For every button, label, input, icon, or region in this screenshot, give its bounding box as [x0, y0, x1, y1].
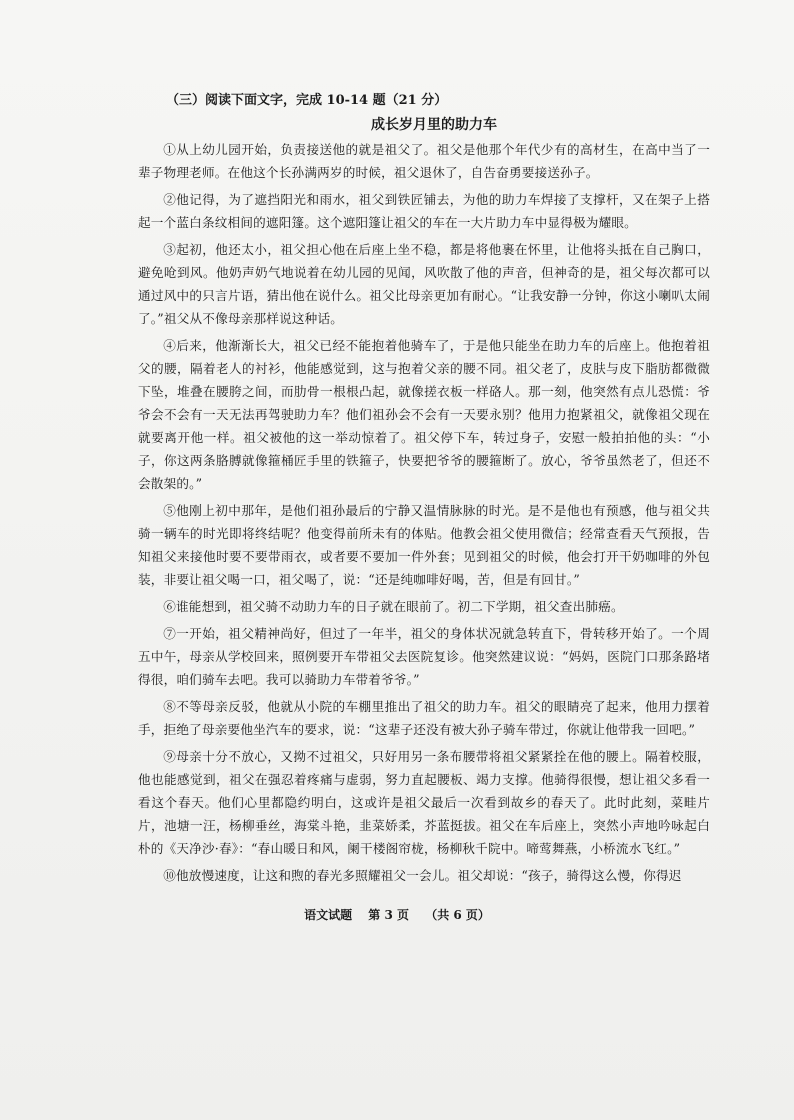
paragraph-4: ④后来，他渐渐长大，祖父已经不能抱着他骑车了，于是他只能坐在助力车的后座上。他抱着祖父的腰，隔着老人的衬衫，他能感觉到，这与抱着父亲的腰不同。祖父老了，皮肤与皮下脂肪都微微下坠，堆叠在腰胯之间，而肋骨一根根凸起，就像搓衣板一样硌人。那一刻，他突然有点儿恐慌：爷爷会不会有一天无法再驾驶助力车？他们祖孙会不会有一天要永别？他用力抱紧祖父，就像祖父现在就要离开他一样。祖父被他的这一举动惊着了。祖父停下车，转过身子，安慰一般拍拍他的头：“小子，你这两条胳膊就像箍桶匠手里的铁箍子，快要把爷爷的腰箍断了。放心，爷爷虽然老了，但还不会散架的。” [138, 338, 710, 491]
paragraph-9: ⑨母亲十分不放心，又拗不过祖父，只好用另一条布腰带将祖父紧紧拴在他的腰上。隔着校服，他也能感觉到，祖父在强忍着疼痛与虚弱，努力直起腰板、竭力支撑。他骑得很慢，想让祖父多看一看这个春天。他们心里都隐约明白，这或许是祖父最后一次看到故乡的春天了。此时此刻，菜畦片片，池塘一汪，杨柳垂丝，海棠斗艳，韭菜娇柔，芥蓝挺拔。祖父在车后座上，突然小声地吟咏起白朴的《天净沙·春》：“春山暖日和风，阑干楼阁帘栊，杨柳秋千院中。啼莺舞燕，小桥流水飞红。” [138, 749, 710, 856]
paragraph-8: ⑧不等母亲反驳，他就从小院的车棚里推出了祖父的助力车。祖父的眼睛亮了起来，他用力摆着手，拒绝了母亲要他坐汽车的要求，说：“这辈子还没有被大孙子骑车带过，你就让他带我一回吧。” [138, 699, 710, 737]
page-content [138, 92, 710, 891]
section-instruction: （三）阅读下面文字，完成 10-14 题（21 分） [166, 93, 448, 108]
footer-subject: 语文试题 [304, 908, 353, 922]
footer-page-number: 第 3 页 [368, 908, 409, 922]
paragraph-2: ②他记得，为了遮挡阳光和雨水，祖父到铁匠铺去，为他的助力车焊接了支撑杆，又在架子上搭起一个蓝白条纹相间的遮阳篷。这个遮阳篷让祖父的车在一大片助力车中显得极为耀眼。 [138, 192, 710, 230]
paragraph-6: ⑥谁能想到，祖父骑不动助力车的日子就在眼前了。初二下学期，祖父查出肺癌。 [163, 599, 624, 614]
paragraph-1: ①从上幼儿园开始，负责接送他的就是祖父了。祖父是他那个年代少有的高材生，在高中当了一辈子物理老师。在他这个长孙满两岁的时候，祖父退休了，自告奋勇要接送孙子。 [138, 142, 710, 180]
paragraph-3: ③起初，他还太小，祖父担心他在后座上坐不稳，都是将他裹在怀里，让他将头抵在自己胸口，避免呛到风。他奶声奶气地说着在幼儿园的见闻，风吹散了他的声音，但神奇的是，祖父每次都可以通过风中的只言片语，猜出他在说什么。祖父比母亲更加有耐心。“让我安静一分钟，你这小喇叭太闹了。”祖父从不像母亲那样说这种话。 [138, 242, 710, 326]
paragraph-5: ⑤他刚上初中那年，是他们祖孙最后的宁静又温情脉脉的时光。是不是他也有预感，他与祖父共骑一辆车的时光即将终结呢？他变得前所未有的体贴。他教会祖父使用微信；经常查看天气预报，告知祖父来接他时要不要带雨衣，或者要不要加一件外套；见到祖父的时候，他会打开干奶咖啡的外包装，非要让祖父喝一口，祖父喝了，说：“还是纯咖啡好喝，苦，但是有回甘。” [138, 503, 710, 587]
footer-total-pages: （共 6 页） [425, 908, 490, 922]
paragraph-10: ⑩他放慢速度，让这和煦的春光多照耀祖父一会儿。祖父却说：“孩子，骑得这么慢，你得迟 [163, 868, 682, 883]
page-footer [0, 906, 794, 923]
article-title: 成长岁月里的助力车 [371, 117, 497, 133]
paragraph-7: ⑦一开始，祖父精神尚好，但过了一年半，祖父的身体状况就急转直下，骨转移开始了。一个周五中午，母亲从学校回来，照例要开车带祖父去医院复诊。他突然建议说：“妈妈，医院门口那条路堵得很，咱们骑车去吧。我可以骑助力车带着爷爷。” [138, 626, 710, 687]
